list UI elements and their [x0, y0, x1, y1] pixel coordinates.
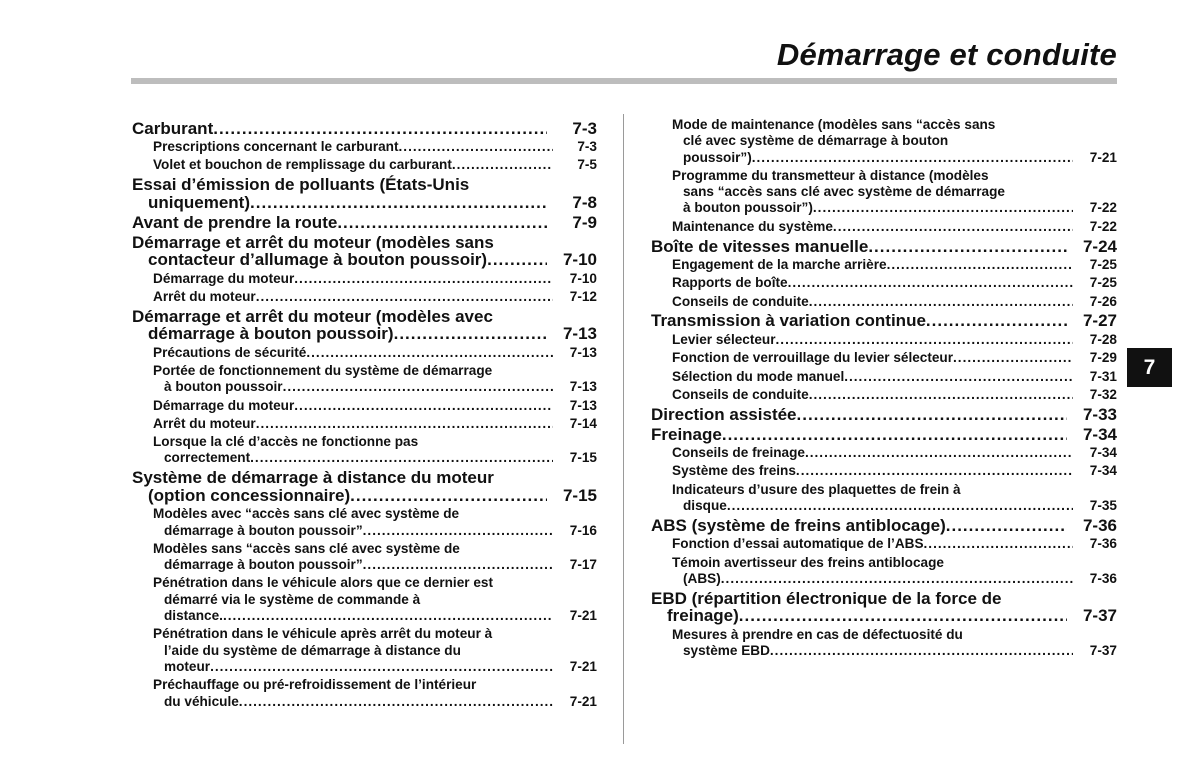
entry-line: [132, 214, 597, 232]
dot-leader: [399, 139, 553, 155]
toc-subsection-entry[interactable]: [132, 363, 597, 396]
entry-line: [153, 557, 597, 573]
dot-leader: [213, 120, 547, 138]
dot-leader: [752, 150, 1073, 166]
dot-leader: [887, 257, 1073, 273]
entry-line: [672, 387, 1117, 403]
entry-title-text: Préchauffage ou pré-refroidissement de l’intérieur: [153, 677, 477, 693]
page-number[interactable]: 7-9: [572, 212, 597, 232]
entry-line: [132, 234, 597, 252]
entry-title-text: Essai d’émission de polluants (États-Unis: [132, 175, 470, 195]
dot-leader: [953, 350, 1073, 366]
page-number[interactable]: 7-15: [562, 485, 597, 505]
page-number[interactable]: 7-17: [569, 557, 597, 573]
toc-subsection-entry[interactable]: [651, 463, 1117, 479]
entry-title-text: Lorsque la clé d’accès ne fonctionne pas: [153, 434, 419, 450]
dot-leader: [210, 659, 553, 675]
entry-title-text: Direction assistée: [651, 404, 797, 424]
entry-line: [651, 607, 1117, 625]
entry-title-text: Conseils de conduite: [672, 386, 809, 402]
page-number[interactable]: 7-27: [1082, 311, 1117, 331]
entry-line: [651, 426, 1117, 444]
entry-title-text: Indicateurs d’usure des plaquettes de frein à: [672, 481, 961, 497]
entry-title-text: démarrage à bouton poussoir”: [164, 557, 363, 573]
toc-section-entry[interactable]: [132, 234, 597, 269]
entry-line: [672, 643, 1117, 659]
entry-title-text: Sélection du mode manuel: [672, 368, 845, 384]
entry-title-text: (option concessionnaire): [148, 485, 351, 505]
dot-leader: [223, 608, 553, 624]
entry-title-text: du véhicule: [164, 693, 239, 709]
entry-title-text: Rapports de boîte: [672, 275, 788, 291]
page-number[interactable]: 7-21: [569, 693, 597, 709]
entry-line: [153, 434, 597, 450]
entry-line: [132, 487, 597, 505]
entry-title-text: Pénétration dans le véhicule alors que ce dernier est: [153, 575, 493, 591]
entry-title-text: Boîte de vitesses manuelle: [651, 236, 869, 256]
toc-subsection-entry[interactable]: [651, 369, 1117, 385]
entry-title-text: Arrêt du moteur: [153, 288, 256, 304]
entry-line: [672, 463, 1117, 479]
page-number[interactable]: 7-25: [1089, 257, 1117, 273]
dot-leader: [256, 289, 553, 305]
dot-leader: [350, 487, 547, 505]
entry-line: [672, 332, 1117, 348]
entry-line: [153, 271, 597, 287]
toc-subsection-entry[interactable]: [132, 345, 597, 361]
entry-title-text: (ABS): [683, 570, 721, 586]
entry-line: [651, 238, 1117, 256]
entry-line: [651, 406, 1117, 424]
entry-line: [672, 168, 1117, 184]
entry-title-text: sans “accès sans clé avec système de démarrage: [683, 184, 1005, 200]
entry-title-text: Démarrage et arrêt du moteur (modèles sans: [132, 232, 494, 252]
toc-subsection-entry[interactable]: [132, 575, 597, 624]
entry-title-text: Démarrage du moteur: [153, 397, 295, 413]
entry-line: [672, 482, 1117, 498]
toc-subsection-entry[interactable]: [651, 536, 1117, 552]
entry-title-text: correctement: [164, 450, 251, 466]
entry-title-text: EBD (répartition électronique de la force de: [651, 588, 1002, 608]
entry-title-text: à bouton poussoir: [164, 379, 283, 395]
toc-left-column: [132, 117, 597, 710]
entry-line: [153, 363, 597, 379]
entry-line: [672, 555, 1117, 571]
toc-subsection-entry[interactable]: [132, 271, 597, 287]
page-number[interactable]: 7-22: [1089, 218, 1117, 234]
dot-leader: [924, 536, 1073, 552]
entry-line: [132, 251, 597, 269]
entry-title-text: Volet et bouchon de remplissage du carburant: [153, 157, 452, 173]
entry-title-text: Mesures à prendre en cas de défectuosité du: [672, 626, 963, 642]
entry-line: [153, 659, 597, 675]
entry-title-text: Portée de fonctionnement du système de démarrage: [153, 362, 493, 378]
dot-leader: [833, 219, 1073, 235]
toc-subsection-entry[interactable]: [132, 289, 597, 305]
dot-leader: [739, 607, 1067, 625]
entry-line: [132, 308, 597, 326]
entry-line: [153, 608, 597, 624]
page-number[interactable]: 7-13: [562, 324, 597, 344]
entry-line: [153, 450, 597, 466]
entry-title-text: freinage): [667, 606, 739, 626]
toc-section-entry[interactable]: [651, 238, 1117, 256]
toc-subsection-entry[interactable]: [132, 416, 597, 432]
entry-line: [672, 350, 1117, 366]
dot-leader: [721, 571, 1073, 587]
entry-title-text: clé avec système de démarrage à bouton: [683, 133, 949, 149]
toc-subsection-entry[interactable]: [651, 350, 1117, 366]
header-rule: [131, 78, 1117, 84]
page-number[interactable]: 7-21: [1089, 149, 1117, 165]
dot-leader: [788, 275, 1073, 291]
entry-line: [672, 184, 1117, 200]
entry-title-text: Mode de maintenance (modèles sans “accès sans: [672, 117, 996, 132]
entry-line: [153, 694, 597, 710]
dot-leader: [294, 398, 553, 414]
page-number[interactable]: 7-36: [1089, 570, 1117, 586]
toc-subsection-entry[interactable]: [651, 387, 1117, 403]
toc-subsection-entry[interactable]: [132, 157, 597, 173]
entry-title-text: Fonction d’essai automatique de l’ABS: [672, 536, 924, 552]
entry-title-text: Arrêt du moteur: [153, 415, 256, 431]
toc-section-entry[interactable]: [132, 308, 597, 343]
toc-subsection-entry[interactable]: [651, 332, 1117, 348]
entry-line: [672, 536, 1117, 552]
page-number[interactable]: 7-16: [569, 522, 597, 538]
page-number[interactable]: 7-3: [572, 118, 597, 138]
dot-leader: [487, 251, 547, 269]
entry-line: [132, 194, 597, 212]
page-number[interactable]: 7-36: [1082, 515, 1117, 535]
toc-subsection-entry[interactable]: [132, 541, 597, 574]
page-number[interactable]: 7-8: [572, 192, 597, 212]
entry-title-text: Démarrage et arrêt du moteur (modèles avec: [132, 306, 493, 326]
entry-line: [651, 517, 1117, 535]
dot-leader: [805, 445, 1073, 461]
dot-leader: [250, 194, 547, 212]
entry-line: [153, 398, 597, 414]
entry-title-text: Système des freins: [672, 463, 796, 479]
entry-title-text: Modèles sans “accès sans clé avec système de: [153, 540, 460, 556]
page-number[interactable]: 7-34: [1089, 463, 1117, 479]
toc-subsection-entry[interactable]: [651, 219, 1117, 235]
page-number[interactable]: 7-36: [1089, 536, 1117, 552]
entry-title-text: à bouton poussoir”): [683, 200, 813, 216]
entry-title-text: l’aide du système de démarrage à distance du: [164, 642, 461, 658]
toc-subsection-entry[interactable]: [132, 626, 597, 675]
dot-leader: [250, 450, 553, 466]
entry-line: [672, 627, 1117, 643]
page-number[interactable]: 7-15: [569, 450, 597, 466]
dot-leader: [868, 238, 1067, 256]
page-number[interactable]: 7-5: [577, 157, 597, 173]
toc-subsection-entry[interactable]: [132, 139, 597, 155]
entry-line: [672, 294, 1117, 310]
dot-leader: [844, 369, 1073, 385]
page-number[interactable]: 7-14: [569, 415, 597, 431]
entry-line: [132, 469, 597, 487]
entry-title-text: Levier sélecteur: [672, 331, 776, 347]
entry-title-text: Système de démarrage à distance du moteur: [132, 468, 494, 488]
page-number[interactable]: 7-33: [1082, 404, 1117, 424]
chapter-title: Démarrage et conduite: [776, 37, 1117, 72]
entry-title-text: Freinage: [651, 424, 722, 444]
toc-section-entry[interactable]: [651, 426, 1117, 444]
toc-subsection-entry[interactable]: [132, 398, 597, 414]
entry-title-text: Modèles avec “accès sans clé avec système de: [153, 506, 460, 522]
entry-line: [672, 219, 1117, 235]
entry-title-text: Conseils de freinage: [672, 445, 805, 461]
page-number[interactable]: 7-13: [569, 397, 597, 413]
entry-line: [651, 312, 1117, 330]
toc-right-column: [651, 115, 1117, 659]
page-number[interactable]: 7-31: [1089, 368, 1117, 384]
entry-title-text: Fonction de verrouillage du levier sélecteur: [672, 350, 954, 366]
dot-leader: [797, 406, 1067, 424]
toc-subsection-entry[interactable]: [651, 117, 1117, 166]
page-number[interactable]: 7-29: [1089, 350, 1117, 366]
toc-subsection-entry[interactable]: [651, 627, 1117, 660]
toc-subsection-entry[interactable]: [132, 677, 597, 710]
dot-leader: [363, 557, 553, 573]
entry-title-text: Transmission à variation continue: [651, 311, 926, 331]
entry-line: [672, 117, 1117, 133]
entry-line: [153, 416, 597, 432]
page-number[interactable]: 7-28: [1089, 331, 1117, 347]
page-number[interactable]: 7-32: [1089, 386, 1117, 402]
entry-line: [132, 325, 597, 343]
dot-leader: [776, 332, 1073, 348]
entry-line: [153, 592, 597, 608]
entry-line: [672, 571, 1117, 587]
toc-subsection-entry[interactable]: [651, 275, 1117, 291]
entry-title-text: Avant de prendre la route: [132, 212, 338, 232]
toc-section-entry[interactable]: [132, 120, 597, 138]
entry-title-text: moteur: [164, 658, 211, 674]
toc-section-entry[interactable]: [651, 517, 1117, 535]
toc-subsection-entry[interactable]: [651, 294, 1117, 310]
page-number[interactable]: 7-34: [1082, 424, 1117, 444]
page-number[interactable]: 7-22: [1089, 200, 1117, 216]
entry-line: [153, 289, 597, 305]
entry-line: [672, 150, 1117, 166]
entry-line: [672, 275, 1117, 291]
entry-title-text: Témoin avertisseur des freins antiblocage: [672, 554, 944, 570]
toc-subsection-entry[interactable]: [651, 482, 1117, 515]
entry-title-text: démarrage à bouton poussoir): [148, 324, 394, 344]
entry-title-text: Conseils de conduite: [672, 293, 809, 309]
entry-line: [153, 139, 597, 155]
entry-title-text: Prescriptions concernant le carburant: [153, 139, 399, 154]
entry-title-text: disque: [683, 498, 727, 514]
dot-leader: [813, 200, 1073, 216]
dot-leader: [727, 498, 1073, 514]
entry-title-text: Précautions de sécurité: [153, 344, 307, 360]
entry-line: [153, 345, 597, 361]
entry-title-text: démarrage à bouton poussoir”: [164, 522, 363, 538]
entry-line: [672, 498, 1117, 514]
page-number[interactable]: 7-24: [1082, 236, 1117, 256]
dot-leader: [809, 387, 1073, 403]
page-number[interactable]: 7-34: [1089, 445, 1117, 461]
entry-title-text: Démarrage du moteur: [153, 270, 295, 286]
dot-leader: [394, 325, 547, 343]
page-number[interactable]: 7-13: [569, 379, 597, 395]
dot-leader: [306, 345, 553, 361]
entry-title-text: Maintenance du système: [672, 218, 833, 234]
toc-section-entry[interactable]: [651, 312, 1117, 330]
dot-leader: [283, 379, 553, 395]
dot-leader: [294, 271, 553, 287]
toc-section-entry[interactable]: [651, 590, 1117, 625]
dot-leader: [363, 523, 553, 539]
entry-title-text: distance.: [164, 608, 223, 624]
entry-line: [651, 590, 1117, 608]
entry-line: [153, 157, 597, 173]
entry-line: [672, 133, 1117, 149]
entry-line: [672, 200, 1117, 216]
entry-line: [132, 176, 597, 194]
entry-line: [153, 506, 597, 522]
toc-subsection-entry[interactable]: [651, 257, 1117, 273]
toc-section-entry[interactable]: [132, 469, 597, 504]
page-number[interactable]: 7-12: [569, 288, 597, 304]
dot-leader: [946, 517, 1067, 535]
toc-section-entry[interactable]: [651, 406, 1117, 424]
entry-title-text: poussoir”): [683, 149, 752, 165]
entry-title-text: système EBD: [683, 643, 770, 659]
entry-title-text: Carburant: [132, 118, 214, 138]
page-number[interactable]: 7-13: [569, 344, 597, 360]
page-number[interactable]: 7-10: [569, 270, 597, 286]
entry-line: [153, 643, 597, 659]
entry-line: [153, 677, 597, 693]
page-number[interactable]: 7-21: [569, 608, 597, 624]
toc-section-entry[interactable]: [132, 214, 597, 232]
chapter-tab[interactable]: 7: [1127, 348, 1172, 387]
entry-title-text: contacteur d’allumage à bouton poussoir): [148, 250, 488, 270]
page-number[interactable]: 7-25: [1089, 275, 1117, 291]
dot-leader: [796, 463, 1073, 479]
toc-subsection-entry[interactable]: [132, 434, 597, 467]
toc-section-entry[interactable]: [132, 176, 597, 211]
page-number[interactable]: 7-3: [577, 139, 597, 154]
toc-subsection-entry[interactable]: [651, 445, 1117, 461]
entry-title-text: Engagement de la marche arrière: [672, 257, 887, 273]
entry-line: [153, 523, 597, 539]
dot-leader: [256, 416, 553, 432]
entry-line: [153, 541, 597, 557]
dot-leader: [452, 157, 553, 173]
entry-line: [672, 257, 1117, 273]
page-number[interactable]: 7-37: [1089, 643, 1117, 659]
dot-leader: [770, 643, 1073, 659]
dot-leader: [337, 214, 547, 232]
entry-line: [132, 120, 597, 138]
page-number[interactable]: 7-10: [562, 250, 597, 270]
dot-leader: [926, 312, 1067, 330]
toc-subsection-entry[interactable]: [651, 555, 1117, 588]
entry-title-text: uniquement): [148, 192, 250, 212]
entry-line: [672, 445, 1117, 461]
entry-line: [153, 575, 597, 591]
dot-leader: [722, 426, 1067, 444]
entry-title-text: Programme du transmetteur à distance (modèles: [672, 167, 989, 183]
page-number[interactable]: 7-37: [1082, 606, 1117, 626]
dot-leader: [809, 294, 1073, 310]
toc-subsection-entry[interactable]: [132, 506, 597, 539]
page-number[interactable]: 7-35: [1089, 498, 1117, 514]
entry-line: [672, 369, 1117, 385]
page-number[interactable]: 7-21: [569, 658, 597, 674]
entry-title-text: démarré via le système de commande à: [164, 591, 421, 607]
column-divider: [623, 114, 624, 744]
entry-title-text: Pénétration dans le véhicule après arrêt du moteur à: [153, 626, 493, 642]
dot-leader: [239, 694, 553, 710]
entry-line: [153, 379, 597, 395]
toc-subsection-entry[interactable]: [651, 168, 1117, 217]
entry-line: [153, 626, 597, 642]
entry-title-text: ABS (système de freins antiblocage): [651, 515, 946, 535]
page-number[interactable]: 7-26: [1089, 293, 1117, 309]
